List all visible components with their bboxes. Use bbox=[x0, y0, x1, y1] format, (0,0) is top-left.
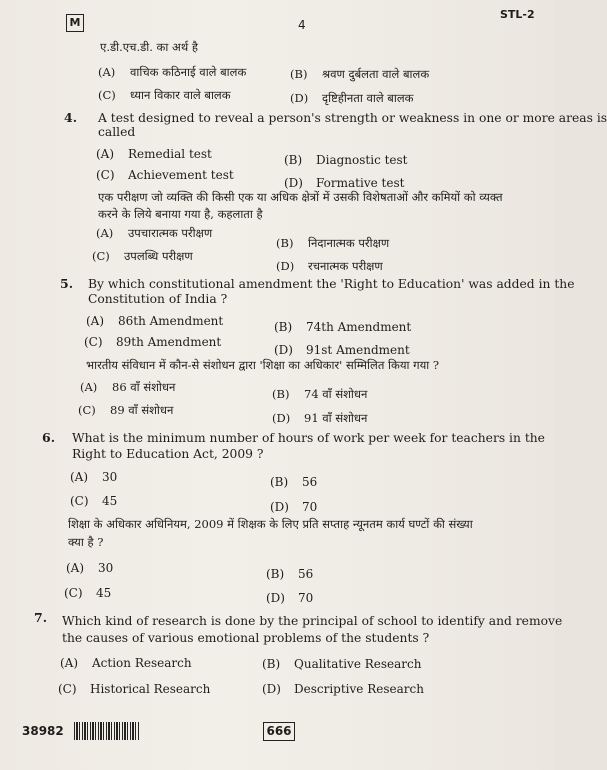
booklet-number-box: 666 bbox=[263, 722, 295, 741]
q4-option-d: (D) Formative test bbox=[284, 176, 405, 190]
q6-english-line2: Right to Education Act, 2009 ? bbox=[72, 447, 264, 461]
q6-hindi-line1: शिक्षा के अधिकार अधिनियम, 2009 में शिक्षक के लिए प्रति सप्ताह न्यूनतम कार्य घण्टों की संख्या bbox=[68, 517, 473, 531]
q6-hindi-option-c: (C) 45 bbox=[64, 586, 112, 600]
q6-english-line1: What is the minimum number of hours of work per week for teachers in the bbox=[72, 431, 545, 445]
q5-option-c: (C) 89th Amendment bbox=[84, 335, 222, 349]
q5-hindi-option-c: (C) 89 वाँ संशोधन bbox=[78, 403, 174, 417]
q7-number: 7. bbox=[34, 610, 48, 625]
q6-number: 6. bbox=[42, 430, 56, 445]
q7-option-c: (C) Historical Research bbox=[58, 682, 211, 696]
q7-option-a: (A) Action Research bbox=[60, 656, 192, 670]
q5-option-d: (D) 91st Amendment bbox=[274, 343, 410, 357]
q3-option-a: (A) वाचिक कठिनाई वाले बालक bbox=[98, 65, 247, 79]
q4-hindi-line1: एक परीक्षण जो व्यक्ति की किसी एक या अधिक क्षेत्रों में उसकी विशेषताओं और कमियों को व्यक्त bbox=[98, 190, 503, 204]
q4-hindi-option-a: (A) उपचारात्मक परीक्षण bbox=[96, 226, 213, 240]
q3-hindi-stem: ए.डी.एच.डी. का अर्थ है bbox=[100, 40, 198, 54]
q3-option-c: (C) ध्यान विकार वाले बालक bbox=[98, 88, 231, 102]
q7-option-b: (B) Qualitative Research bbox=[262, 657, 422, 671]
q6-option-a: (A) 30 bbox=[70, 470, 118, 484]
q6-hindi-option-a: (A) 30 bbox=[66, 561, 114, 575]
q5-option-a: (A) 86th Amendment bbox=[86, 314, 224, 328]
q4-hindi-option-c: (C) उपलब्धि परीक्षण bbox=[92, 249, 193, 263]
q7-english-line2: the causes of various emotional problems of the students ? bbox=[62, 631, 430, 645]
q5-english-line2: Constitution of India ? bbox=[88, 292, 228, 306]
q6-hindi-option-d: (D) 70 bbox=[266, 591, 314, 605]
q7-english-line1: Which kind of research is done by the principal of school to identify and remove bbox=[62, 614, 563, 628]
q5-hindi-option-d: (D) 91 वाँ संशोधन bbox=[272, 411, 368, 425]
q7-option-d: (D) Descriptive Research bbox=[262, 682, 424, 696]
serial-number: 38982 bbox=[22, 724, 64, 738]
page-number: 4 bbox=[298, 18, 306, 32]
q5-number: 5. bbox=[60, 276, 74, 291]
paper-code: STL-2 bbox=[500, 8, 535, 21]
q5-hindi-option-a: (A) 86 वाँ संशोधन bbox=[80, 380, 176, 394]
q3-option-d: (D) दृष्टिहीनता वाले बालक bbox=[290, 91, 414, 105]
q4-english-line2: called bbox=[98, 125, 136, 139]
q5-hindi-line1: भारतीय संविधान में कौन-से संशोधन द्वारा 'शिक्षा का अधिकार' सम्मिलित किया गया ? bbox=[86, 358, 440, 372]
q3-option-b: (B) श्रवण दुर्बलता वाले बालक bbox=[290, 67, 430, 81]
series-box: M bbox=[66, 14, 84, 32]
q4-option-a: (A) Remedial test bbox=[96, 147, 212, 161]
q6-option-b: (B) 56 bbox=[270, 475, 318, 489]
q6-option-c: (C) 45 bbox=[70, 494, 118, 508]
barcode bbox=[74, 722, 140, 740]
q4-hindi-line2: करने के लिये बनाया गया है, कहलाता है bbox=[98, 207, 263, 221]
q6-hindi-option-b: (B) 56 bbox=[266, 567, 314, 581]
q6-option-d: (D) 70 bbox=[270, 500, 318, 514]
q5-option-b: (B) 74th Amendment bbox=[274, 320, 412, 334]
q4-option-b: (B) Diagnostic test bbox=[284, 153, 408, 167]
q4-hindi-option-b: (B) निदानात्मक परीक्षण bbox=[276, 236, 390, 250]
q4-hindi-option-d: (D) रचनात्मक परीक्षण bbox=[276, 259, 383, 273]
q4-number: 4. bbox=[64, 110, 78, 125]
q4-english-line1: A test designed to reveal a person's strength or weakness in one or more areas is bbox=[98, 111, 607, 125]
q5-english-line1: By which constitutional amendment the 'Right to Education' was added in the bbox=[88, 277, 575, 291]
q6-hindi-line2: क्या है ? bbox=[68, 535, 104, 549]
q5-hindi-option-b: (B) 74 वाँ संशोधन bbox=[272, 387, 368, 401]
q4-option-c: (C) Achievement test bbox=[96, 168, 234, 182]
